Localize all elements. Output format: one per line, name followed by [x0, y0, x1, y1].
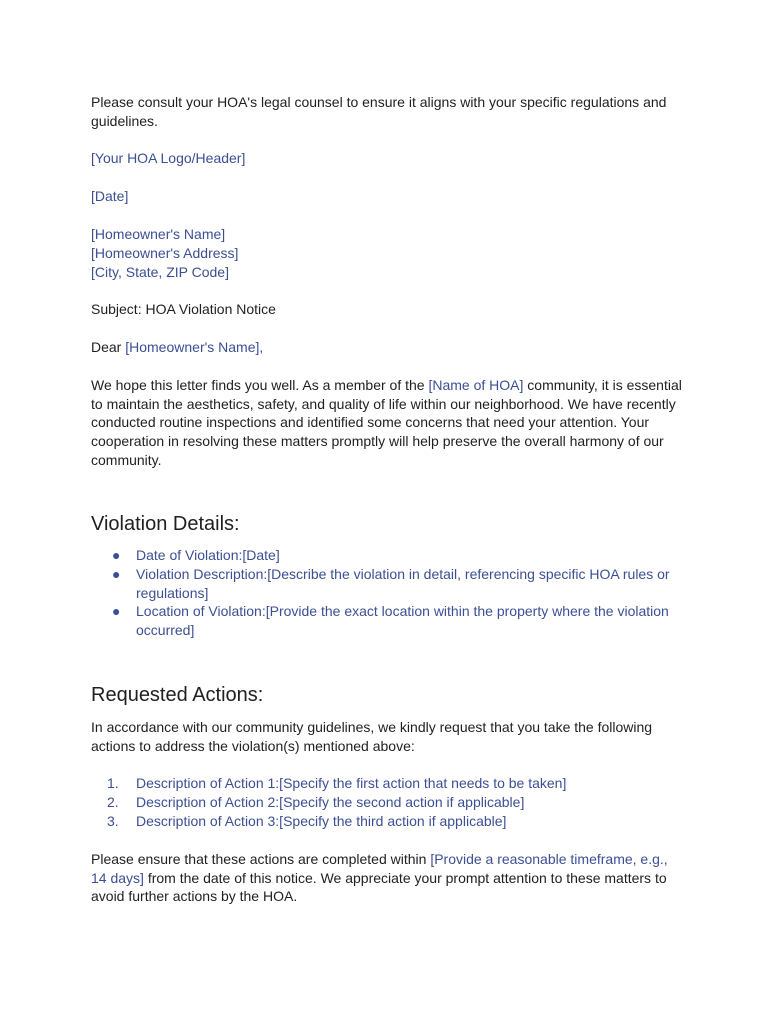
body-line-1-start: We hope this letter finds you well. As a member of the: [91, 377, 429, 393]
violation-item-location-line-2: occurred]: [136, 622, 195, 638]
body-line-1-end: community, it is essential: [523, 377, 682, 393]
greeting-suffix: ,: [259, 339, 264, 355]
homeowner-name-placeholder: [Homeowner's Name]: [91, 226, 226, 242]
bullet-icon: ●: [112, 547, 121, 563]
action-item-text: Description of Action 2:[Specify the second action if applicable]: [136, 794, 525, 810]
body-line-4: cooperation in resolving these matters promptly will help preserve the overall harmony of our: [91, 433, 664, 449]
intro-line-2: guidelines.: [91, 113, 158, 129]
greeting-name-placeholder: [Homeowner's Name]: [125, 339, 260, 355]
action-item-number: 1.: [107, 775, 119, 791]
action-item-number: 2.: [107, 794, 119, 810]
bullet-icon: ●: [112, 566, 121, 582]
bullet-icon: ●: [112, 603, 121, 619]
city-state-zip-placeholder: [City, State, ZIP Code]: [91, 264, 229, 280]
closing-line-1-start: Please ensure that these actions are completed within: [91, 851, 431, 867]
action-item-text: Description of Action 3:[Specify the third action if applicable]: [136, 813, 507, 829]
closing-line-2-end: from the date of this notice. We appreciate your prompt attention to these matters to: [143, 870, 667, 886]
closing-line-2: [91, 869, 667, 888]
body-line-2: to maintain the aesthetics, safety, and quality of life within our neighborhood. We have recently: [91, 396, 676, 412]
action-item-number: 3.: [107, 813, 119, 829]
action-item-text: Description of Action 1:[Specify the first action that needs to be taken]: [136, 775, 567, 791]
timeframe-placeholder-start: [Provide a reasonable timeframe, e.g.,: [430, 851, 668, 867]
body-line-3: conducted routine inspections and identified some concerns that need your attention. Your: [91, 414, 650, 430]
date-placeholder: [Date]: [91, 188, 129, 204]
violation-details-heading: Violation Details:: [91, 513, 240, 535]
greeting: [91, 338, 263, 357]
greeting-prefix: Dear: [91, 339, 126, 355]
violation-item-description-line-1: Violation Description:[Describe the violation in detail, referencing specific HOA rules or: [136, 566, 670, 582]
hoa-name-placeholder: [Name of HOA]: [428, 377, 524, 393]
requested-actions-heading: Requested Actions:: [91, 684, 264, 706]
homeowner-address-placeholder: [Homeowner's Address]: [91, 245, 239, 261]
intro-line-1: Please consult your HOA's legal counsel to ensure it aligns with your specific regulations and: [91, 94, 667, 110]
hoa-logo-header-placeholder: [Your HOA Logo/Header]: [91, 150, 246, 166]
closing-line-3: avoid further actions by the HOA.: [91, 888, 298, 904]
body-line-1: [91, 376, 682, 395]
actions-intro-line-2: actions to address the violation(s) mentioned above:: [91, 738, 415, 754]
violation-item-description-line-2: regulations]: [136, 585, 209, 601]
body-line-5: community.: [91, 452, 162, 468]
timeframe-placeholder-end: 14 days]: [91, 870, 144, 886]
subject-line: Subject: HOA Violation Notice: [91, 301, 276, 317]
closing-line-1: [91, 850, 668, 869]
actions-intro-line-1: In accordance with our community guidelines, we kindly request that you take the following: [91, 719, 653, 735]
violation-item-location-line-1: Location of Violation:[Provide the exact location within the property where the violation: [136, 603, 669, 619]
violation-item-date-text: Date of Violation:[Date]: [136, 547, 280, 563]
